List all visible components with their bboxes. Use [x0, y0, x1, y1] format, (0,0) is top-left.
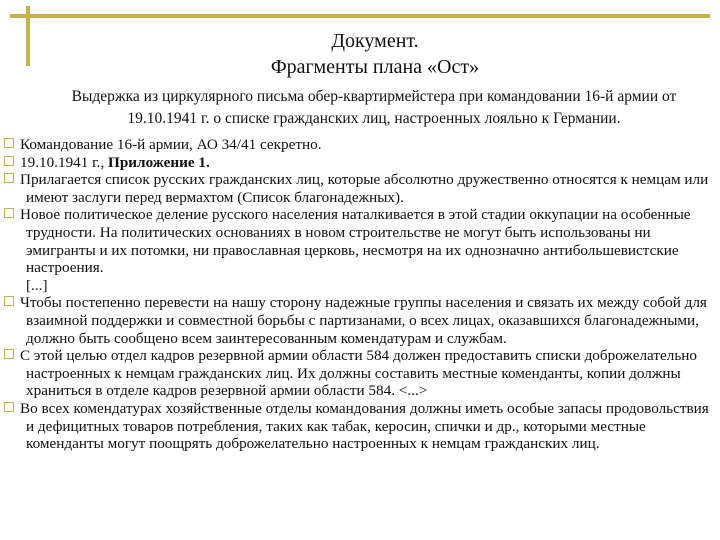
paragraph-4-text: Новое политическое деление русского населения наталкивается в этой стадии оккупации на особенные трудности. На политических основаниях в новом строительстве не могут быть использованы ни эмигранты и их потомки, ни православная церковь, несмотря на их однозначно антибольшевистские настроения. — [20, 206, 691, 277]
document-body — [4, 136, 716, 453]
square-bullet-icon — [4, 349, 14, 359]
document-subtitle-heading: Фрагменты плана «Ост» — [270, 56, 480, 78]
paragraph-3 — [4, 171, 716, 206]
paragraph-6 — [4, 347, 716, 400]
paragraph-1-text: Командование 16-й армии, АО 34/41 секретно. — [20, 136, 322, 153]
square-bullet-icon — [4, 173, 14, 183]
paragraph-2 — [4, 154, 716, 172]
square-bullet-icon — [4, 296, 14, 306]
square-bullet-icon — [4, 402, 14, 412]
square-bullet-icon — [4, 138, 14, 148]
paragraph-5-text: Чтобы постепенно перевести на нашу сторону надежные группы населения и связать их между собой для взаимной поддержки и совместной борьбы с партизанами, о всех лицах, оказавшихся благонадежными, должно быть сообщено всем заинтересованным комендатурам и службам. — [20, 294, 707, 347]
paragraph-7 — [4, 400, 716, 453]
paragraph-5 — [4, 294, 716, 347]
paragraph-3-text: Прилагается список русских гражданских лиц, которые абсолютно дружественно относятся к немцам или имеют заслуги перед вермахтом (Список благонадежных). — [20, 171, 709, 206]
paragraph-6-text: С этой целью отдел кадров резервной армии области 584 должен предоставить списки доброжелательно настроенных к немцам гражданских лиц. Их должны составить местные коменданты, копии должны храниться в отделе кадров резервной армии области 584. <...> — [20, 347, 697, 400]
paragraph-7-text: Во всех комендатурах хозяйственные отделы командования должны иметь особые запасы продовольствия и дефицитных товаров потребления, таких как табак, керосин, спички и др., которыми местные коменданты могут поощрять доброжелательно настроенных к немцам гражданских лиц. — [20, 399, 709, 453]
square-bullet-icon — [4, 156, 14, 166]
paragraph-2-prefix: 19.10.1941 г., — [20, 153, 109, 171]
square-bullet-icon — [4, 208, 14, 218]
document-title: Документ. — [331, 30, 419, 52]
paragraph-4 — [4, 206, 716, 294]
excerpt-description: Выдержка из циркулярного письма обер-квартирмейстера при командовании 16-й армии от 19.10.1941 г. о списке гражданских лиц, настроенных лояльно к Германии. — [71, 88, 677, 127]
frame-top-line — [10, 14, 710, 18]
paragraph-4-ellipsis: [...] — [26, 276, 48, 294]
paragraph-1 — [4, 136, 716, 154]
appendix-label: Приложение 1. — [108, 153, 210, 171]
title-block — [30, 28, 720, 80]
